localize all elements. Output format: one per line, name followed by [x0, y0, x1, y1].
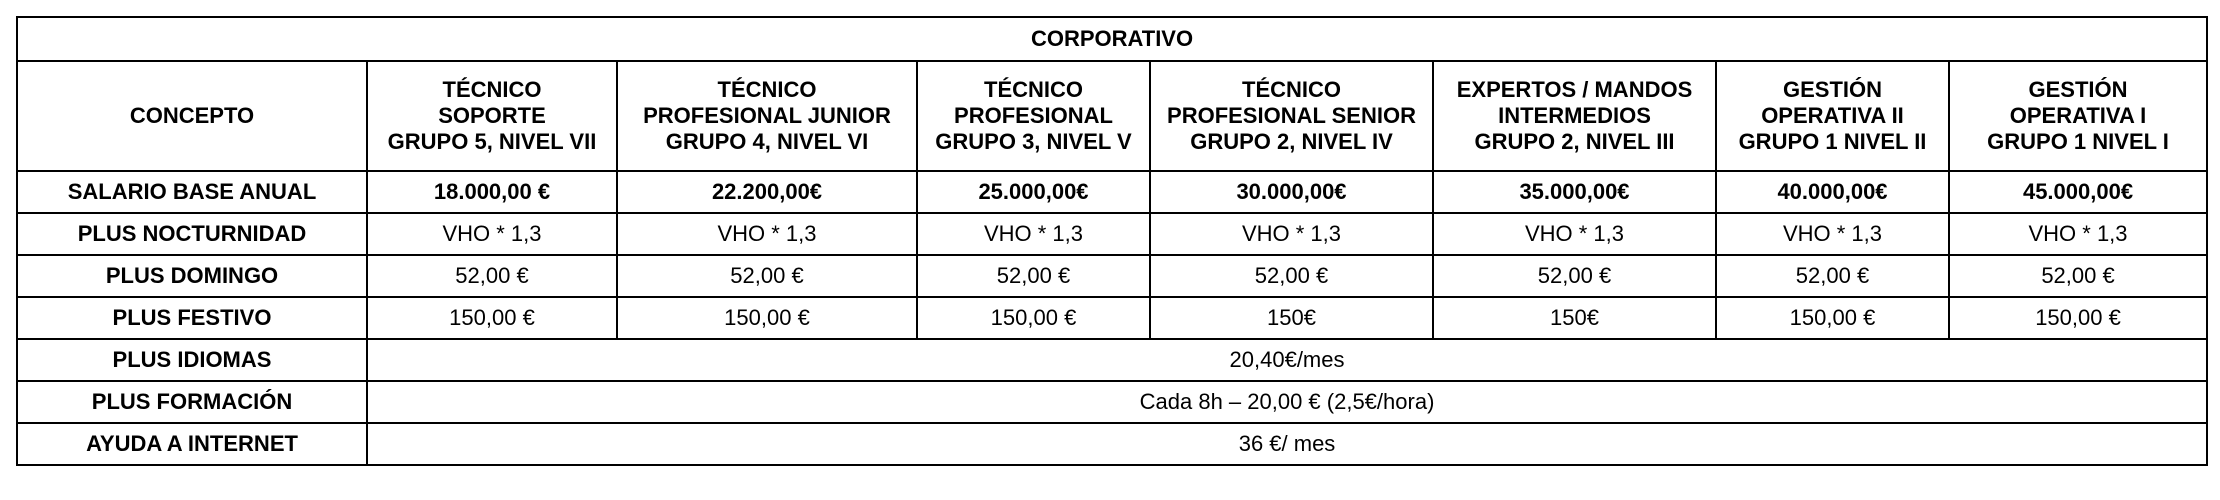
- column-header-line: SOPORTE: [438, 103, 546, 128]
- table-cell: 52,00 €: [1433, 255, 1716, 297]
- table-cell: 18.000,00 €: [367, 171, 617, 213]
- column-header-line: PROFESIONAL: [954, 103, 1113, 128]
- row-label: PLUS DOMINGO: [17, 255, 367, 297]
- column-header-line: OPERATIVA II: [1761, 103, 1904, 128]
- row-plus-domingo: [17, 255, 2207, 297]
- table-cell: VHO * 1,3: [1150, 213, 1433, 255]
- column-header-line: GRUPO 4, NIVEL VI: [665, 129, 869, 154]
- row-salario-base-anual: [17, 171, 2207, 213]
- column-header-line: PROFESIONAL SENIOR: [1167, 103, 1416, 128]
- column-header-line: GRUPO 1 NIVEL II: [1738, 129, 1927, 154]
- table-cell: 150€: [1150, 297, 1433, 339]
- merged-cell: 36 €/ mes: [367, 423, 2207, 465]
- row-label: PLUS NOCTURNIDAD: [17, 213, 367, 255]
- table-cell: 150,00 €: [1949, 297, 2207, 339]
- salary-table: [16, 16, 2208, 466]
- row-label: SALARIO BASE ANUAL: [17, 171, 367, 213]
- table-cell: 22.200,00€: [617, 171, 917, 213]
- header-row: [17, 61, 2207, 171]
- table-cell: VHO * 1,3: [1716, 213, 1949, 255]
- column-header-line: EXPERTOS / MANDOS: [1456, 77, 1693, 102]
- table-cell: 30.000,00€: [1150, 171, 1433, 213]
- table-cell: VHO * 1,3: [917, 213, 1150, 255]
- table-cell: 52,00 €: [1949, 255, 2207, 297]
- salary-sheet: [16, 16, 2206, 466]
- column-header-line: GRUPO 1 NIVEL I: [1987, 129, 2169, 154]
- row-ayuda-internet: [17, 423, 2207, 465]
- table-cell: VHO * 1,3: [367, 213, 617, 255]
- column-header-tecnico-profesional-junior: [617, 61, 917, 171]
- column-header-line: GESTIÓN: [1782, 77, 1882, 102]
- column-header-tecnico-profesional: [917, 61, 1150, 171]
- column-header-tecnico-profesional-senior: [1150, 61, 1433, 171]
- merged-cell: 20,40€/mes: [367, 339, 2207, 381]
- column-header-line: GRUPO 5, NIVEL VII: [387, 129, 597, 154]
- column-header-line: GRUPO 2, NIVEL IV: [1190, 129, 1393, 154]
- table-cell: 52,00 €: [1716, 255, 1949, 297]
- row-plus-formacion: [17, 381, 2207, 423]
- table-cell: 150,00 €: [1716, 297, 1949, 339]
- table-cell: 150,00 €: [367, 297, 617, 339]
- table-cell: 150€: [1433, 297, 1716, 339]
- row-label: PLUS FORMACIÓN: [17, 381, 367, 423]
- table-cell: 45.000,00€: [1949, 171, 2207, 213]
- table-cell: 25.000,00€: [917, 171, 1150, 213]
- column-header-line: TÉCNICO: [984, 77, 1083, 102]
- column-header-line: PROFESIONAL JUNIOR: [643, 103, 891, 128]
- table-cell: VHO * 1,3: [1433, 213, 1716, 255]
- row-label: PLUS IDIOMAS: [17, 339, 367, 381]
- table-cell: VHO * 1,3: [617, 213, 917, 255]
- column-header-line: TÉCNICO: [442, 77, 542, 102]
- table-cell: 35.000,00€: [1433, 171, 1716, 213]
- title-row: [17, 17, 2207, 61]
- column-header-line: GRUPO 2, NIVEL III: [1474, 129, 1675, 154]
- table-cell: 150,00 €: [617, 297, 917, 339]
- column-header-line: GRUPO 3, NIVEL V: [935, 129, 1132, 154]
- table-cell: 40.000,00€: [1716, 171, 1949, 213]
- table-title: CORPORATIVO: [17, 17, 2207, 61]
- column-header-expertos-mandos: [1433, 61, 1716, 171]
- column-header-line: TÉCNICO: [717, 77, 817, 102]
- column-header-gestion-operativa-ii: [1716, 61, 1949, 171]
- column-header-line: TÉCNICO: [1242, 77, 1341, 102]
- column-header-line: GESTIÓN: [2028, 77, 2128, 102]
- table-cell: 52,00 €: [617, 255, 917, 297]
- row-plus-idiomas: [17, 339, 2207, 381]
- concept-header: CONCEPTO: [17, 61, 367, 171]
- column-header-gestion-operativa-i: [1949, 61, 2207, 171]
- table-cell: 52,00 €: [1150, 255, 1433, 297]
- table-cell: 52,00 €: [917, 255, 1150, 297]
- row-label: AYUDA A INTERNET: [17, 423, 367, 465]
- table-cell: 150,00 €: [917, 297, 1150, 339]
- column-header-line: OPERATIVA I: [2009, 103, 2147, 128]
- table-cell: 52,00 €: [367, 255, 617, 297]
- row-plus-nocturnidad: [17, 213, 2207, 255]
- merged-cell: Cada 8h – 20,00 € (2,5€/hora): [367, 381, 2207, 423]
- column-header-tecnico-soporte: [367, 61, 617, 171]
- column-header-line: INTERMEDIOS: [1498, 103, 1651, 128]
- table-cell: VHO * 1,3: [1949, 213, 2207, 255]
- row-plus-festivo: [17, 297, 2207, 339]
- row-label: PLUS FESTIVO: [17, 297, 367, 339]
